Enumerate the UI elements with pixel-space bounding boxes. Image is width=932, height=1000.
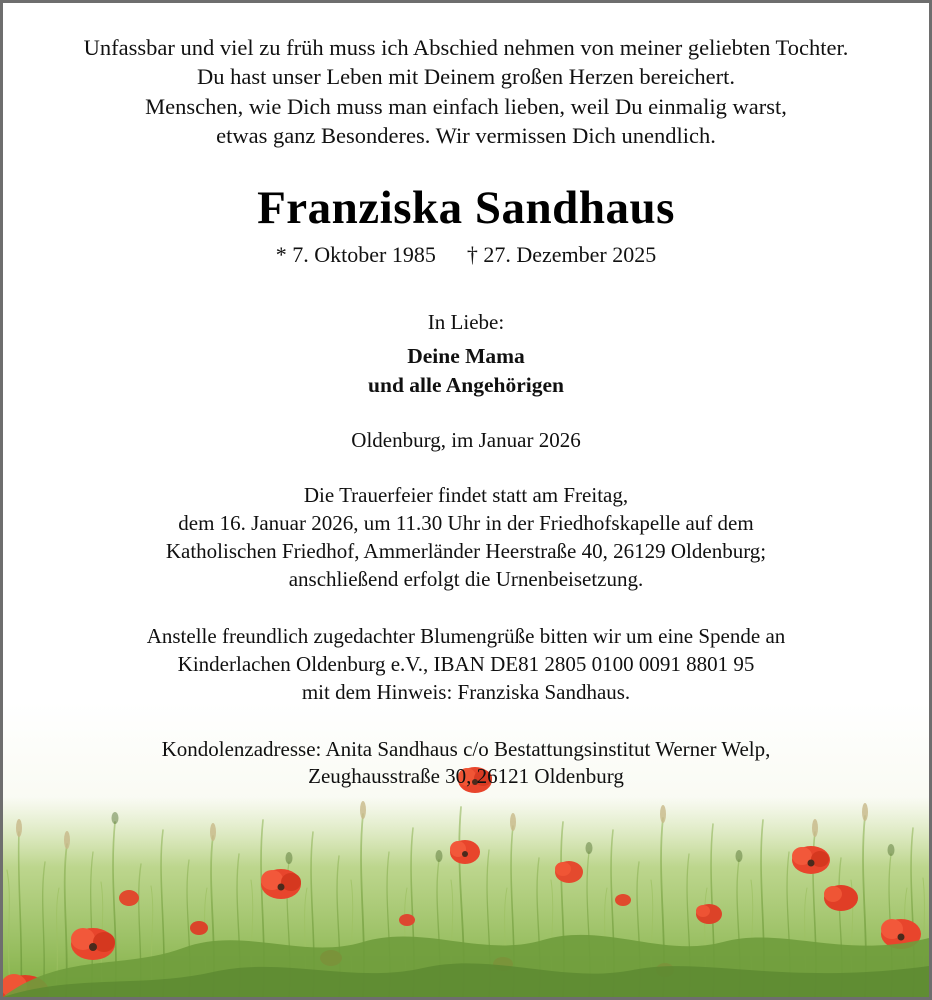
verse-line: etwas ganz Besonderes. Wir vermissen Dich unendlich. [216,122,716,148]
donation-block [3,623,929,707]
donation-line: mit dem Hinweis: Franziska Sandhaus. [301,679,631,704]
deceased-name: Franziska Sandhaus [257,182,675,234]
family-line: Deine Mama [407,344,525,369]
condolence-line: Kondolenzadresse: Anita Sandhaus c/o Bestattungsinstitut Werner Welp, [161,736,771,761]
family-line: und alle Angehörigen [368,372,564,397]
ceremony-line: Katholischen Friedhof, Ammerländer Heerstraße 40, 26129 Oldenburg; [165,538,767,563]
family-block [3,342,929,399]
death-date: † 27. Dezember 2025 [466,242,657,268]
condolence-line: Zeughausstraße 30, 26121 Oldenburg [308,764,624,789]
verse-block [3,33,929,150]
verse-line: Du hast unser Leben mit Deinem großen Herzen bereichert. [197,64,735,90]
life-dates [3,242,929,268]
ceremony-block [3,482,929,594]
donation-line: Anstelle freundlich zugedachter Blumengrüße bitten wir um eine Spende an [146,623,786,648]
ceremony-line: anschließend erfolgt die Urnenbeisetzung. [288,566,644,591]
in-love-label: In Liebe: [427,310,505,335]
condolence-block [3,736,929,792]
ceremony-line: dem 16. Januar 2026, um 11.30 Uhr in der Friedhofskapelle auf dem [178,511,754,536]
notice-content [3,3,929,791]
birth-date: * 7. Oktober 1985 [275,242,436,268]
verse-line: Menschen, wie Dich muss man einfach lieben, weil Du einmalig warst, [145,93,787,119]
ceremony-line: Die Trauerfeier findet statt am Freitag, [303,483,629,508]
donation-line: Kinderlachen Oldenburg e.V., IBAN DE81 2805 0100 0091 8801 95 [177,651,755,676]
verse-line: Unfassbar und viel zu früh muss ich Abschied nehmen von meiner geliebten Tochter. [83,35,849,60]
place-and-date: Oldenburg, im Januar 2026 [351,428,581,453]
